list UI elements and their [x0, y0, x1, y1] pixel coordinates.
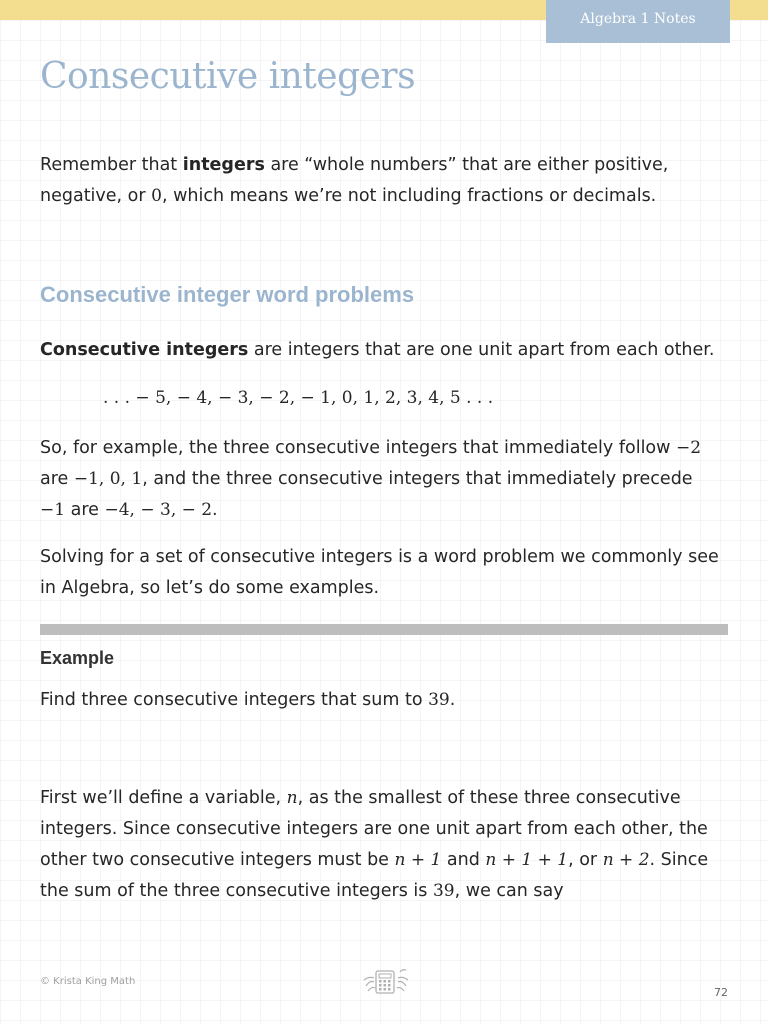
solution-paragraph — [40, 783, 720, 907]
solution-text-1: First we’ll define a variable, — [40, 788, 287, 808]
intro-zero: 0 — [151, 186, 162, 206]
intro-paragraph — [40, 150, 740, 212]
solution-text-6: , we can say — [454, 881, 564, 901]
definition-text: are integers that are one unit apart from each other. — [248, 340, 715, 360]
section-heading: Consecutive integer word problems — [40, 282, 415, 307]
example-explanation-paragraph — [40, 433, 740, 526]
page-title: Consecutive integers — [40, 56, 416, 97]
intro-bold-term: integers — [182, 155, 265, 175]
explanation-text-1: So, for example, the three consecutive integers that immediately follow — [40, 438, 677, 458]
header-tab: Algebra 1 Notes — [546, 0, 730, 43]
explanation-math-1: −2 — [676, 438, 702, 458]
problem-number: 39 — [428, 690, 450, 710]
footer-copyright: © Krista King Math — [40, 976, 136, 987]
solution-sum-value: 39 — [432, 881, 455, 901]
intro-text-3: negative, or — [40, 186, 152, 206]
intro-text-2: are “whole numbers” that are either positive, — [264, 155, 669, 175]
solution-expression-1: n + 1 — [394, 850, 442, 870]
intro-text-1: Remember that — [40, 155, 183, 175]
example-problem — [40, 685, 740, 716]
explanation-text-4: are — [65, 500, 105, 520]
calculator-wreath-icon — [362, 966, 410, 998]
integer-sequence: . . . − 5, − 4, − 3, − 2, − 1, 0, 1, 2, 3, 4, 5 . . . — [103, 388, 494, 408]
page-number: 72 — [714, 986, 728, 999]
solving-paragraph: Solving for a set of consecutive integers is a word problem we commonly see in Algebra, so let’s do some examples. — [40, 547, 719, 598]
explanation-text-3: , and the three consecutive integers that immediately precede — [142, 469, 693, 489]
intro-text-4: , which means we’re not including fractions or decimals. — [161, 186, 657, 206]
solution-expression-2: n + 1 + 1 — [485, 850, 569, 870]
section-divider — [40, 624, 728, 635]
problem-text: Find three consecutive integers that sum to — [40, 690, 429, 710]
solution-text-4: , or — [568, 850, 603, 870]
explanation-math-3: −1 — [40, 500, 66, 520]
explanation-math-2: −1, 0, 1 — [73, 469, 143, 489]
explanation-text-2: are — [40, 469, 74, 489]
example-label: Example — [40, 648, 115, 668]
solution-text-5: . Since the sum of the three consecutive integers is — [40, 850, 709, 901]
solution-text-2: , as the smallest of these three consecutive integers. Since consecutive integers are one unit apart from each other, the other two consecutive integers must be — [40, 788, 708, 870]
solution-variable-n: n — [286, 788, 298, 808]
definition-bold-term: Consecutive integers — [40, 340, 249, 360]
solution-text-3: and — [441, 850, 486, 870]
problem-end: . — [449, 690, 456, 710]
solution-expression-3: n + 2 — [602, 850, 650, 870]
explanation-math-4: −4, − 3, − 2. — [104, 500, 218, 520]
definition-paragraph — [40, 335, 740, 366]
